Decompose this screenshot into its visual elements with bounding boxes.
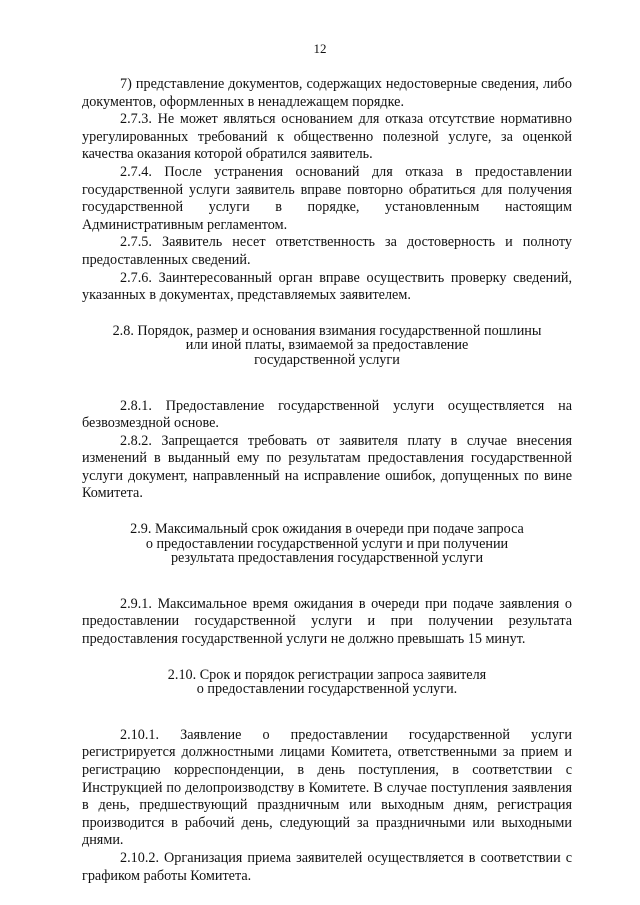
- section-heading-2-10: [82, 668, 572, 697]
- paragraph-2-7-6: 2.7.6. Заинтересованный орган вправе осуществить проверку сведений, указанных в документах, представляемых заявителем.: [82, 269, 572, 304]
- spacer: [82, 368, 572, 398]
- spacer: [82, 566, 572, 596]
- paragraph-2-7-3: 2.7.3. Не может являться основанием для отказа отсутствие нормативно урегулированных требований к общественно полезной услуге, за оценкой качества оказания которой обратился заявитель.: [82, 111, 572, 163]
- heading-line: 2.8. Порядок, размер и основания взимания государственной пошлины: [112, 322, 542, 339]
- spacer: [82, 503, 572, 522]
- paragraph-2-7-5: 2.7.5. Заявитель несет ответственность за достоверность и полноту предоставленных сведений.: [82, 234, 572, 268]
- heading-line: 2.10. Срок и порядок регистрации запроса заявителя: [167, 666, 487, 683]
- heading-line: или иной платы, взимаемой за предоставление: [185, 337, 469, 354]
- spacer: [82, 697, 572, 727]
- paragraph-item-7: 7) представление документов, содержащих недостоверные сведения, либо документов, оформленных в ненадлежащем порядке.: [82, 76, 572, 110]
- page-number: 12: [313, 41, 327, 56]
- heading-line: о предоставлении государственной услуги и при получении: [145, 535, 509, 552]
- paragraph-2-9-1: 2.9.1. Максимальное время ожидания в очереди при подаче заявления о предоставлении государственной услуги и при получении результата предоставления государственной услуги не должно превышать 15 минут.: [82, 595, 572, 648]
- paragraph-2-8-1: 2.8.1. Предоставление государственной услуги осуществляется на безвозмездной основе.: [82, 397, 572, 432]
- section-heading-2-9: [82, 522, 572, 566]
- paragraph-2-8-2: 2.8.2. Запрещается требовать от заявителя плату в случае внесения изменений в выданный ему по результатам предоставления государственной услуги документ, направленный на исправление ошибок, допущенных по вине Комитета.: [82, 432, 572, 502]
- heading-line: 2.9. Максимальный срок ожидания в очереди при подаче запроса: [130, 521, 524, 538]
- spacer: [82, 649, 572, 668]
- paragraph-2-7-4: 2.7.4. После устранения оснований для отказа в предоставлении государственной услуги заявитель вправе повторно обратиться для получения государственной услуги в порядке, установленным настоящим Административным регламентом.: [82, 163, 572, 233]
- heading-line: результата предоставления государственной услуги: [170, 550, 484, 567]
- paragraph-2-10-2: 2.10.2. Организация приема заявителей осуществляется в соответствии с графиком работы Комитета.: [82, 849, 572, 884]
- section-heading-2-8: [82, 324, 572, 368]
- heading-line: о предоставлении государственной услуги.: [196, 681, 458, 698]
- paragraph-2-10-1: 2.10.1. Заявление о предоставлении государственной услуги регистрируется должностными лицами Комитета, ответственными за прием и регистрацию корреспонденции, в день поступления, в соответствии с Инструкцией по делопроизводству в Комитете. В случае поступления заявления в день, предшествующий праздничным или выходным дням, регистрация производится в рабочий день, следующий за праздничными или выходными днями.: [82, 726, 572, 849]
- document-body: [82, 76, 572, 885]
- spacer: [82, 305, 572, 324]
- heading-line: государственной услуги: [254, 351, 400, 368]
